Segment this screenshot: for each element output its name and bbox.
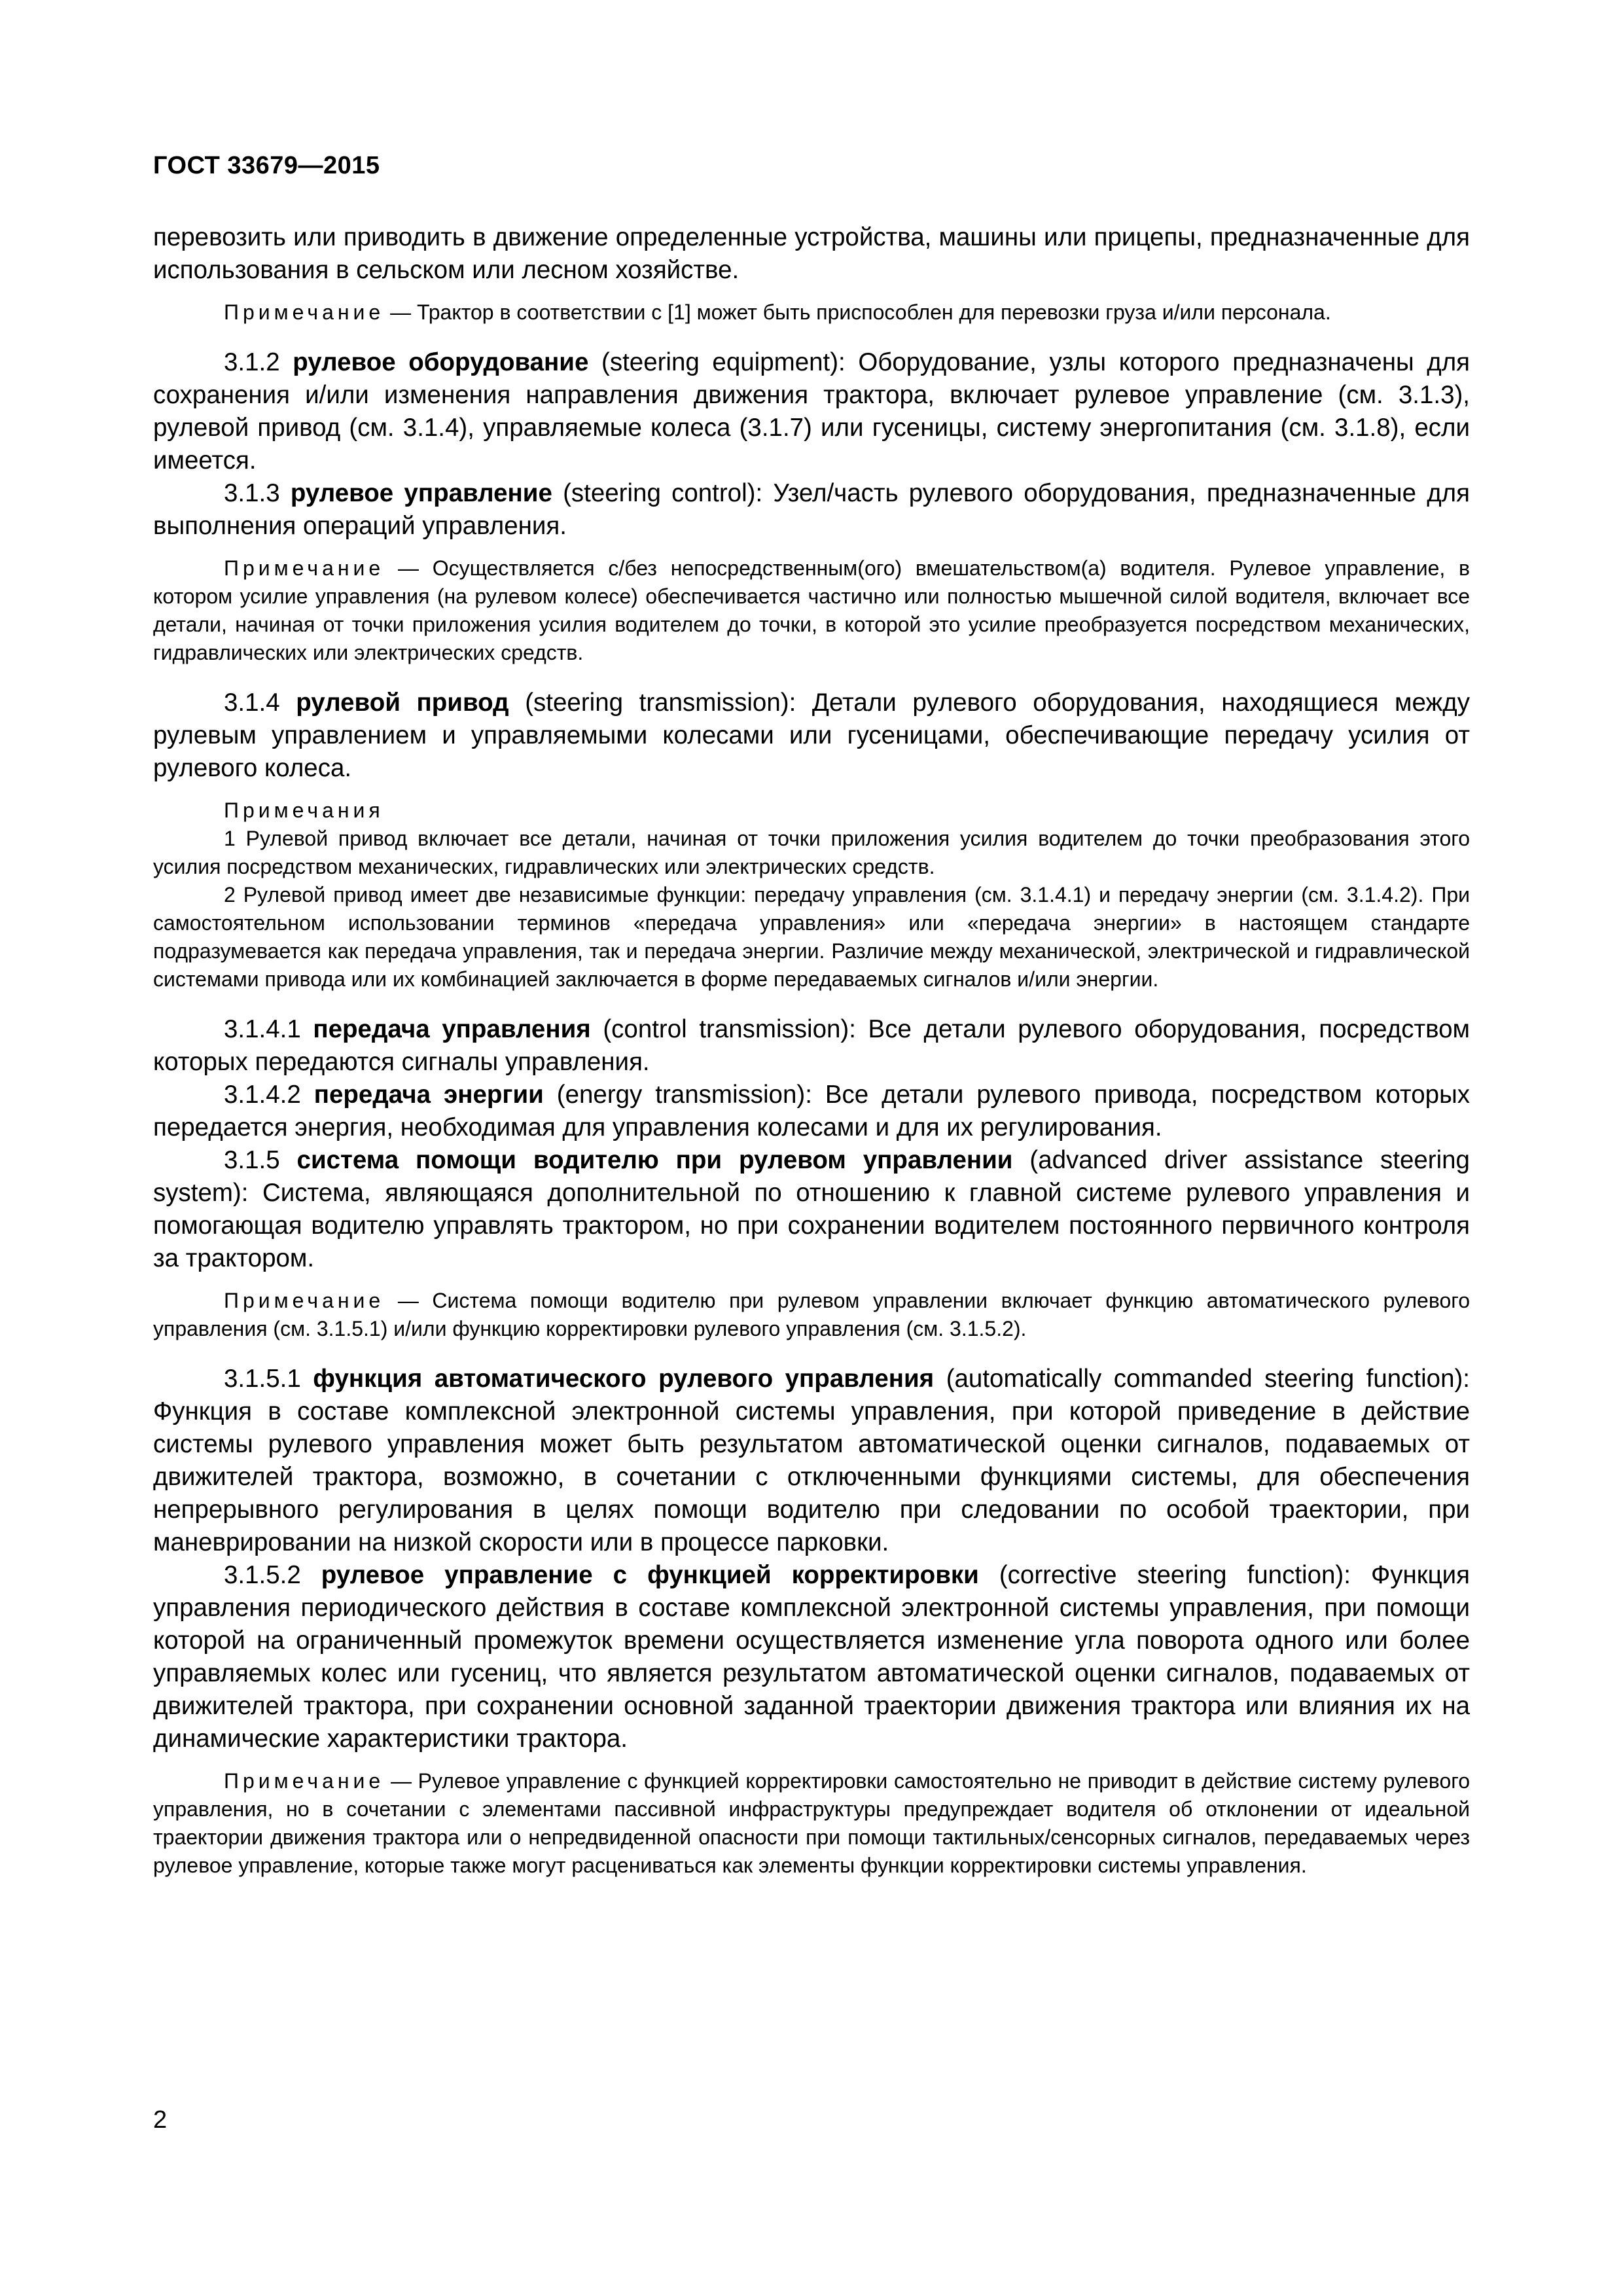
term-title: рулевое оборудование (293, 348, 589, 376)
term-title: передача энергии (313, 1081, 544, 1109)
term-3-1-3 (153, 477, 1470, 543)
term-definition: (advanced driver assistance steering system): Система, являющаяся дополнительной по отношению к главной системе рулевого управления и помогающая водителю управлять трактором, но при сохранении водителем постоянного первичного контроля за трактором. (153, 1146, 1470, 1272)
term-3-1-4 (153, 687, 1470, 785)
note-assistance-system (153, 1287, 1470, 1343)
term-definition: (energy transmission): Все детали рулевого привода, посредством которых передается энергия, необходимая для управления колесами и для их регулирования. (153, 1081, 1471, 1141)
note-dash: — (397, 1289, 419, 1312)
term-number: 3.1.5.2 (224, 1561, 301, 1589)
term-number: 3.1.5.1 (224, 1365, 301, 1393)
term-3-1-2 (153, 346, 1470, 477)
term-3-1-4-2 (153, 1079, 1470, 1144)
term-3-1-5 (153, 1144, 1470, 1275)
page-number: 2 (153, 2106, 168, 2134)
note-tractor (153, 298, 1470, 327)
term-title: рулевое управление (290, 479, 552, 507)
note-item-1: 1 Рулевой привод включает все детали, начиная от точки приложения усилия водителем до точки преобразования этого усилия посредством механических, гидравлических или электрических средств. (153, 827, 1470, 878)
note-label: Примечание (224, 556, 385, 580)
term-title: функция автоматического рулевого управления (313, 1365, 935, 1393)
term-title: рулевое управление с функцией корректировки (321, 1561, 979, 1589)
notes-label: Примечания (224, 798, 384, 822)
term-number: 3.1.5 (224, 1146, 280, 1174)
term-number: 3.1.3 (224, 479, 280, 507)
term-title: передача управления (313, 1015, 591, 1043)
term-definition: (corrective steering function): Функция управления периодического действия в составе комплексной электронной системы управления, при помощи которой на ограниченный промежуток времени осуществляется изменение угла поворота одного или более управляемых колес или гусениц, что является результатом автоматической оценки сигналов, подаваемых от движителей трактора, при сохранении основной заданной траектории движения трактора или влияния их на динамические характеристики трактора. (153, 1561, 1470, 1753)
note-label: Примечание (224, 1289, 385, 1312)
term-number: 3.1.4 (224, 689, 280, 717)
term-3-1-5-1 (153, 1363, 1470, 1559)
note-dash: — (390, 300, 412, 324)
term-title: система помощи водителю при рулевом управлении (296, 1146, 1013, 1174)
note-dash: — (397, 556, 419, 580)
term-number: 3.1.4.1 (224, 1015, 301, 1043)
note-text: Система помощи водителю при рулевом управлении включает функцию автоматического рулевого управления (см. 3.1.5.1) и/или функцию корректировки рулевого управления (см. 3.1.5.2). (153, 1289, 1471, 1340)
term-title: рулевой привод (296, 689, 509, 717)
term-definition: (control transmission): Все детали рулевого оборудования, посредством которых передаются сигналы управления. (153, 1015, 1470, 1076)
note-steering-control (153, 554, 1470, 667)
term-3-1-5-2 (153, 1559, 1470, 1755)
note-dash: — (390, 1769, 412, 1793)
continuation-paragraph: перевозить или приводить в движение определенные устройства, машины или прицепы, предназначенные для использования в сельском или лесном хозяйстве. (153, 223, 1470, 284)
term-definition: (steering control): Узел/часть рулевого оборудования, предназначенные для выполнения операций управления. (153, 479, 1470, 540)
note-item-2: 2 Рулевой привод имеет две независимые функции: передачу управления (см. 3.1.4.1) и передачу энергии (см. 3.1.4.2). При самостоятельном использовании терминов «передача управления» или «передача энергии» в настоящем стандарте подразумевается как передача управления, так и передача энергии. Различие между механической, электрической и гидравлической системами привода или их комбинацией заключается в форме передаваемых сигналов и/или энергии. (153, 883, 1470, 991)
term-number: 3.1.4.2 (224, 1081, 301, 1109)
note-label: Примечание (224, 1769, 385, 1793)
term-definition: (steering equipment): Оборудование, узлы которого предназначены для сохранения и/или изменения направления движения трактора, включает рулевое управление (см. 3.1.3), рулевой привод (см. 3.1.4), управляемые колеса (3.1.7) или гусеницы, систему энергопитания (см. 3.1.8), если имеется. (153, 348, 1471, 475)
page-body (153, 221, 1470, 1880)
note-text: Рулевое управление с функцией корректировки самостоятельно не приводит в действие систему рулевого управления, но в сочетании с элементами пассивной инфраструктуры предупреждает водителя об отклонении от идеальной траектории движения трактора или о непредвиденной опасности при помощи тактильных/сенсорных сигналов, передаваемых через рулевое управление, которые также могут расцениваться как элементы функции корректировки системы управления. (153, 1769, 1470, 1877)
note-corrective-steering (153, 1767, 1470, 1880)
document-code: ГОСТ 33679—2015 (153, 152, 380, 179)
term-number: 3.1.2 (224, 348, 280, 376)
note-label: Примечание (224, 300, 385, 324)
term-definition: (automatically commanded steering function): Функция в составе комплексной электронной системы управления, при которой приведение в действие системы рулевого управления может быть результатом автоматической оценки сигналов, подаваемых от движителей трактора, возможно, в сочетании с отключенными функциями системы, для обеспечения непрерывного регулирования в целях помощи водителю при следовании по особой траектории, при маневрировании на низкой скорости или в процессе парковки. (153, 1365, 1471, 1556)
note-text: Осуществляется с/без непосредственным(ого) вмешательством(а) водителя. Рулевое управление, в котором усилие управления (на рулевом колесе) обеспечивается частично или полностью мышечной силой водителя, включает все детали, начиная от точки приложения усилия водителем до точки, в которой это усилие преобразуется посредством механических, гидравлических или электрических средств. (153, 556, 1471, 664)
note-text: Трактор в соответствии с [1] может быть приспособлен для перевозки груза и/или персонала. (417, 300, 1331, 324)
term-definition: (steering transmission): Детали рулевого оборудования, находящиеся между рулевым управлением и управляемыми колесами или гусеницами, обеспечивающие передачу усилия от рулевого колеса. (153, 689, 1470, 782)
term-3-1-4-1 (153, 1013, 1470, 1079)
notes-heading (153, 797, 1470, 825)
